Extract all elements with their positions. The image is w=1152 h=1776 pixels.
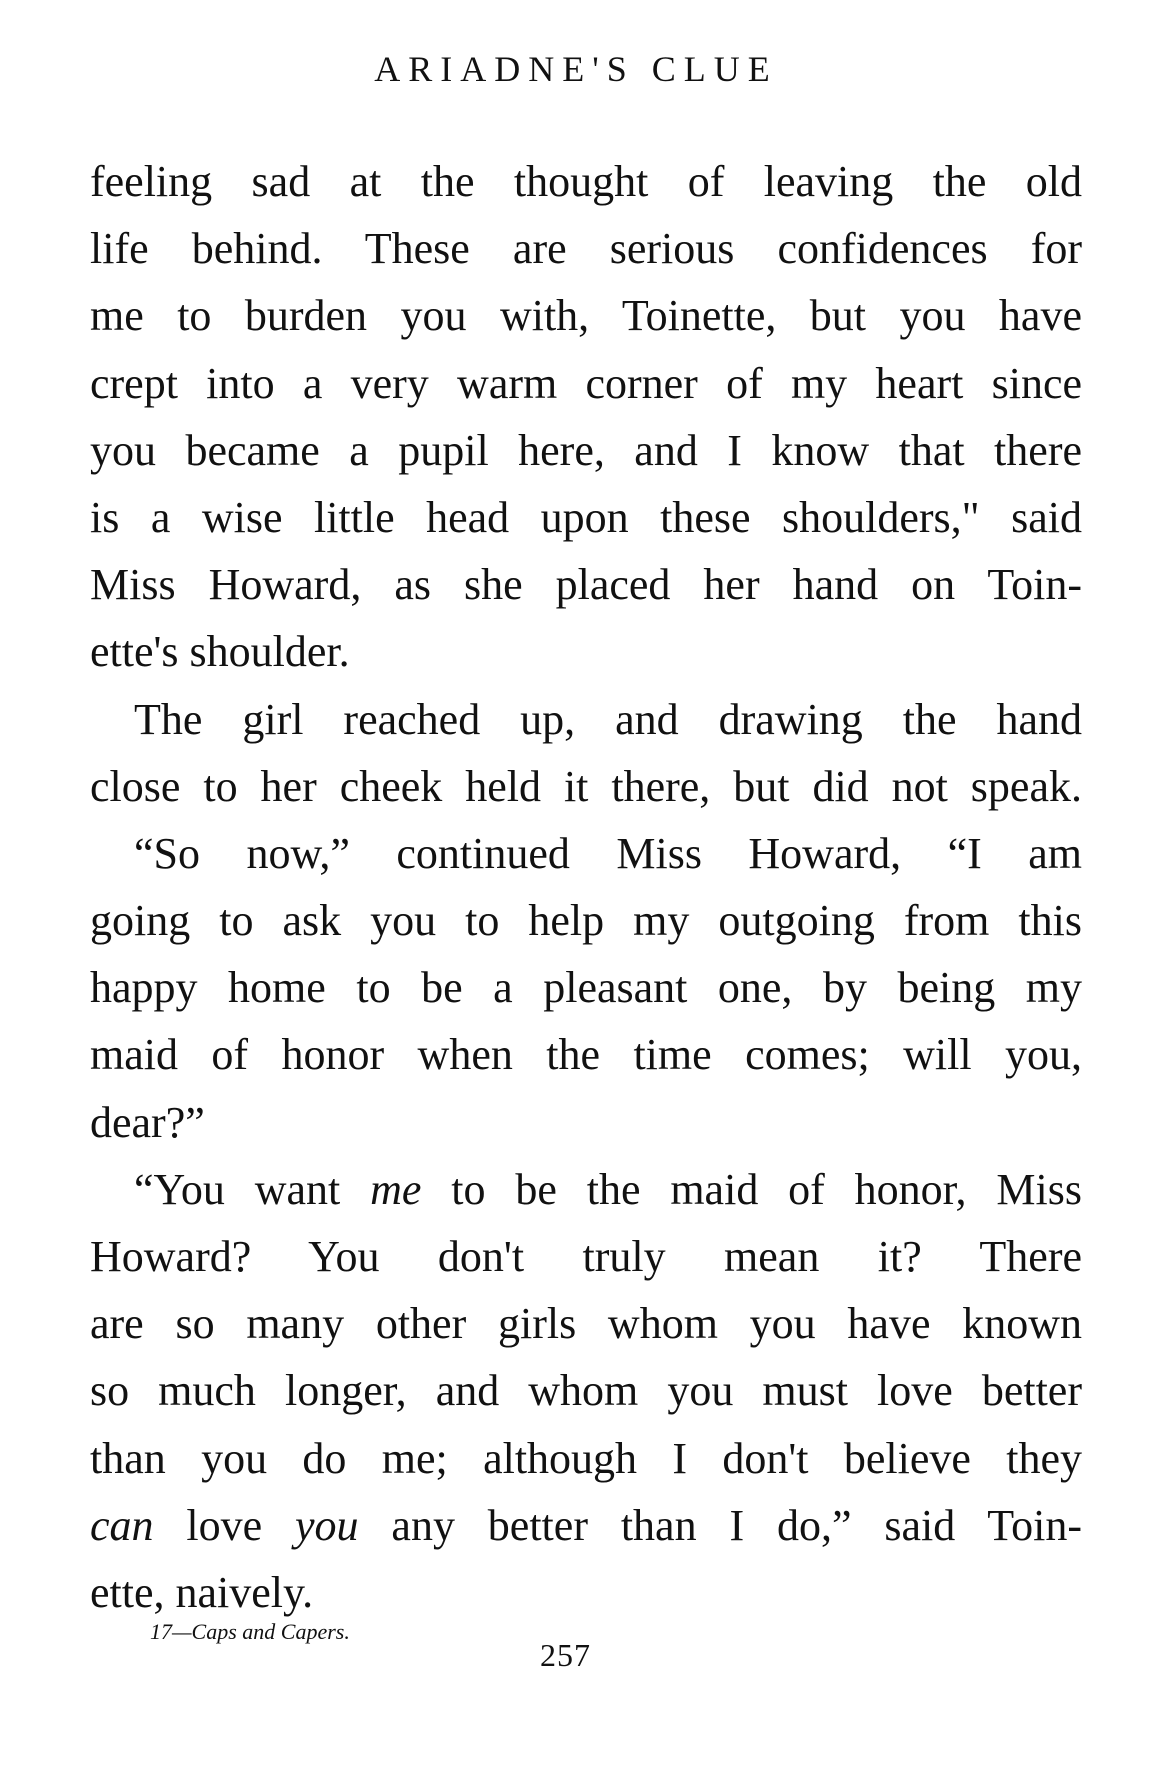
signature-mark: 17—Caps and Capers. xyxy=(150,1619,350,1644)
text-line: life behind. These are serious confidences for xyxy=(90,224,1082,274)
text-line: you became a pupil here, and I know that there xyxy=(90,425,1082,475)
text-line: are so many other girls whom you have known xyxy=(90,1299,1082,1349)
text-line: ette, naively. xyxy=(90,1567,314,1617)
running-head: ARIADNE'S CLUE xyxy=(374,49,778,89)
emphasis: can xyxy=(90,1500,154,1550)
text-line: feeling sad at the thought of leaving the old xyxy=(90,157,1082,206)
text-line: is a wise little head upon these shoulders," said xyxy=(90,492,1082,542)
text-line: The girl reached up, and drawing the hand xyxy=(134,694,1082,744)
text-line: so much longer, and whom you must love better xyxy=(90,1366,1082,1416)
text-line: maid of honor when the time comes; will you, xyxy=(90,1030,1082,1080)
emphasis: you xyxy=(295,1500,359,1550)
text-line: dear?” xyxy=(90,1097,205,1147)
text-line xyxy=(90,1492,1082,1559)
text-span: any better than I do,” said Toin- xyxy=(358,1500,1082,1550)
text-line: happy home to be a pleasant one, by being my xyxy=(90,963,1082,1013)
text-line: “So now,” continued Miss Howard, “I am xyxy=(134,828,1082,878)
text-line: Miss Howard, as she placed her hand on Toin- xyxy=(90,560,1082,610)
text-line: Howard? You don't truly mean it? There xyxy=(90,1232,1082,1281)
emphasis: me xyxy=(370,1164,422,1214)
page-number: 257 xyxy=(540,1637,591,1673)
text-line: ette's shoulder. xyxy=(90,627,350,677)
text-span: love xyxy=(153,1500,296,1550)
body-text xyxy=(90,148,1082,1626)
text-line: crept into a very warm corner of my heart since xyxy=(90,358,1082,408)
text-line: close to her cheek held it there, but did not speak. xyxy=(90,761,1082,811)
text-line xyxy=(90,1156,1082,1223)
text-line: going to ask you to help my outgoing from this xyxy=(90,896,1082,946)
text-span: to be the maid of honor, Miss xyxy=(421,1164,1082,1214)
text-line: me to burden you with, Toinette, but you have xyxy=(90,291,1082,341)
text-span: “You want xyxy=(134,1164,371,1214)
text-line: than you do me; although I don't believe they xyxy=(90,1433,1082,1483)
